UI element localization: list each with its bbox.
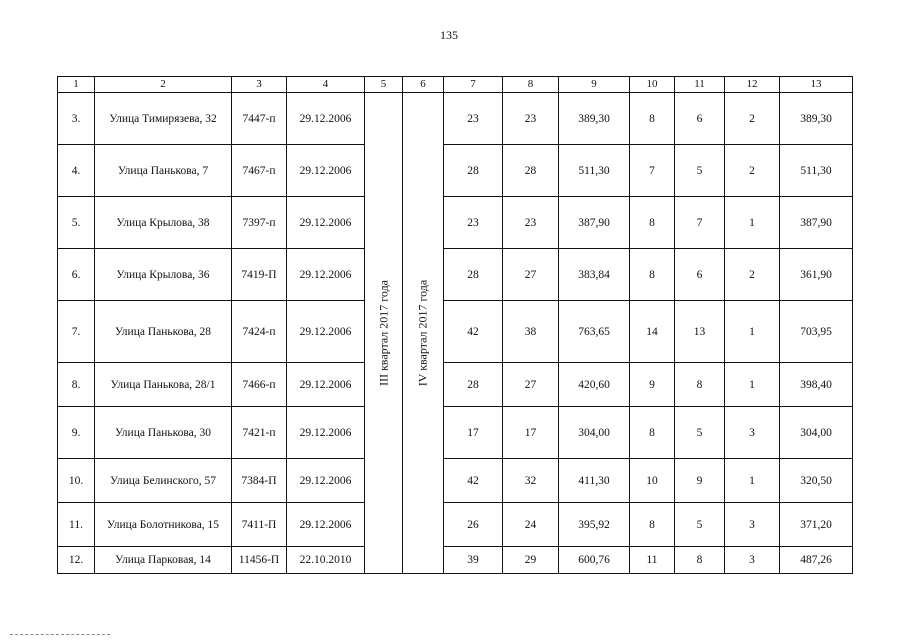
period-q3-label: III квартал 2017 года (376, 279, 390, 387)
value-col12: 1 (725, 459, 780, 503)
value-col8: 27 (503, 249, 559, 301)
address-cell: Улица Болотникова, 15 (95, 503, 232, 547)
value-col10: 14 (630, 301, 675, 363)
page-number: 135 (440, 28, 458, 42)
value-col8: 17 (503, 407, 559, 459)
column-header: 4 (287, 77, 365, 93)
address-cell: Улица Крылова, 38 (95, 197, 232, 249)
value-col12: 3 (725, 503, 780, 547)
value-col7: 17 (444, 407, 503, 459)
column-header: 8 (503, 77, 559, 93)
value-col8: 23 (503, 197, 559, 249)
value-col9: 395,92 (559, 503, 630, 547)
value-col8: 27 (503, 363, 559, 407)
document-date-cell: 29.12.2006 (287, 503, 365, 547)
value-col13: 361,90 (780, 249, 853, 301)
value-col9: 389,30 (559, 93, 630, 145)
table-row (58, 249, 853, 301)
value-col7: 42 (444, 301, 503, 363)
row-number: 4. (58, 145, 95, 197)
row-number: 11. (58, 503, 95, 547)
address-cell: Улица Тимирязева, 32 (95, 93, 232, 145)
value-col7: 23 (444, 93, 503, 145)
document-number-cell: 11456-П (232, 547, 287, 574)
value-col11: 5 (675, 407, 725, 459)
column-header: 5 (365, 77, 403, 93)
value-col10: 8 (630, 249, 675, 301)
value-col8: 23 (503, 93, 559, 145)
document-number-cell: 7466-п (232, 363, 287, 407)
value-col10: 10 (630, 459, 675, 503)
value-col9: 304,00 (559, 407, 630, 459)
value-col13: 389,30 (780, 93, 853, 145)
value-col8: 28 (503, 145, 559, 197)
column-header: 12 (725, 77, 780, 93)
table-row (58, 93, 853, 145)
value-col13: 387,90 (780, 197, 853, 249)
column-header: 10 (630, 77, 675, 93)
value-col9: 763,65 (559, 301, 630, 363)
value-col12: 1 (725, 363, 780, 407)
value-col8: 32 (503, 459, 559, 503)
value-col10: 8 (630, 503, 675, 547)
value-col9: 387,90 (559, 197, 630, 249)
value-col13: 398,40 (780, 363, 853, 407)
table-row (58, 301, 853, 363)
document-date-cell: 22.10.2010 (287, 547, 365, 574)
value-col9: 420,60 (559, 363, 630, 407)
address-cell: Улица Панькова, 28/1 (95, 363, 232, 407)
document-date-cell: 29.12.2006 (287, 93, 365, 145)
housing-table (57, 76, 853, 574)
row-number: 9. (58, 407, 95, 459)
document-date-cell: 29.12.2006 (287, 197, 365, 249)
column-header: 7 (444, 77, 503, 93)
column-header: 2 (95, 77, 232, 93)
column-header: 3 (232, 77, 287, 93)
column-number-row (58, 77, 853, 93)
row-number: 5. (58, 197, 95, 249)
value-col11: 8 (675, 547, 725, 574)
address-cell: Улица Панькова, 28 (95, 301, 232, 363)
value-col10: 8 (630, 197, 675, 249)
column-header: 6 (403, 77, 444, 93)
document-date-cell: 29.12.2006 (287, 459, 365, 503)
value-col11: 6 (675, 93, 725, 145)
document-number-cell: 7424-п (232, 301, 287, 363)
value-col11: 6 (675, 249, 725, 301)
value-col13: 304,00 (780, 407, 853, 459)
value-col12: 1 (725, 301, 780, 363)
value-col11: 7 (675, 197, 725, 249)
column-header: 13 (780, 77, 853, 93)
address-cell: Улица Панькова, 30 (95, 407, 232, 459)
document-number-cell: 7421-п (232, 407, 287, 459)
document-number-cell: 7419-П (232, 249, 287, 301)
value-col9: 411,30 (559, 459, 630, 503)
value-col8: 29 (503, 547, 559, 574)
table-row (58, 145, 853, 197)
row-number: 8. (58, 363, 95, 407)
value-col11: 13 (675, 301, 725, 363)
row-number: 7. (58, 301, 95, 363)
value-col12: 1 (725, 197, 780, 249)
document-number-cell: 7411-П (232, 503, 287, 547)
column-header: 9 (559, 77, 630, 93)
table-row (58, 503, 853, 547)
value-col13: 320,50 (780, 459, 853, 503)
table-row (58, 547, 853, 574)
value-col11: 5 (675, 145, 725, 197)
period-col5 (365, 93, 403, 574)
value-col12: 2 (725, 145, 780, 197)
row-number: 12. (58, 547, 95, 574)
value-col7: 26 (444, 503, 503, 547)
document-number-cell: 7467-п (232, 145, 287, 197)
value-col7: 28 (444, 145, 503, 197)
document-number-cell: 7384-П (232, 459, 287, 503)
period-q4-label: IV квартал 2017 года (415, 279, 430, 387)
period-col6 (403, 93, 444, 574)
value-col12: 3 (725, 407, 780, 459)
value-col8: 24 (503, 503, 559, 547)
value-col9: 511,30 (559, 145, 630, 197)
column-header: 1 (58, 77, 95, 93)
row-number: 6. (58, 249, 95, 301)
value-col12: 2 (725, 249, 780, 301)
table-row (58, 363, 853, 407)
table-body (58, 77, 853, 574)
document-number-cell: 7447-п (232, 93, 287, 145)
value-col13: 487,26 (780, 547, 853, 574)
document-number-cell: 7397-п (232, 197, 287, 249)
document-date-cell: 29.12.2006 (287, 249, 365, 301)
value-col10: 7 (630, 145, 675, 197)
value-col10: 11 (630, 547, 675, 574)
table-row (58, 197, 853, 249)
value-col10: 8 (630, 407, 675, 459)
document-date-cell: 29.12.2006 (287, 145, 365, 197)
value-col13: 703,95 (780, 301, 853, 363)
document-date-cell: 29.12.2006 (287, 407, 365, 459)
value-col7: 23 (444, 197, 503, 249)
value-col7: 28 (444, 249, 503, 301)
value-col12: 2 (725, 93, 780, 145)
address-cell: Улица Белинского, 57 (95, 459, 232, 503)
footer-scan-mark (10, 634, 110, 638)
value-col10: 8 (630, 93, 675, 145)
address-cell: Улица Крылова, 36 (95, 249, 232, 301)
address-cell: Улица Панькова, 7 (95, 145, 232, 197)
value-col8: 38 (503, 301, 559, 363)
column-header: 11 (675, 77, 725, 93)
value-col13: 511,30 (780, 145, 853, 197)
value-col7: 42 (444, 459, 503, 503)
document-date-cell: 29.12.2006 (287, 301, 365, 363)
value-col12: 3 (725, 547, 780, 574)
row-number: 10. (58, 459, 95, 503)
table-row (58, 459, 853, 503)
value-col9: 383,84 (559, 249, 630, 301)
value-col11: 5 (675, 503, 725, 547)
document-date-cell: 29.12.2006 (287, 363, 365, 407)
row-number: 3. (58, 93, 95, 145)
value-col9: 600,76 (559, 547, 630, 574)
value-col7: 39 (444, 547, 503, 574)
value-col11: 8 (675, 363, 725, 407)
value-col10: 9 (630, 363, 675, 407)
value-col11: 9 (675, 459, 725, 503)
address-cell: Улица Парковая, 14 (95, 547, 232, 574)
value-col13: 371,20 (780, 503, 853, 547)
value-col7: 28 (444, 363, 503, 407)
table-row (58, 407, 853, 459)
